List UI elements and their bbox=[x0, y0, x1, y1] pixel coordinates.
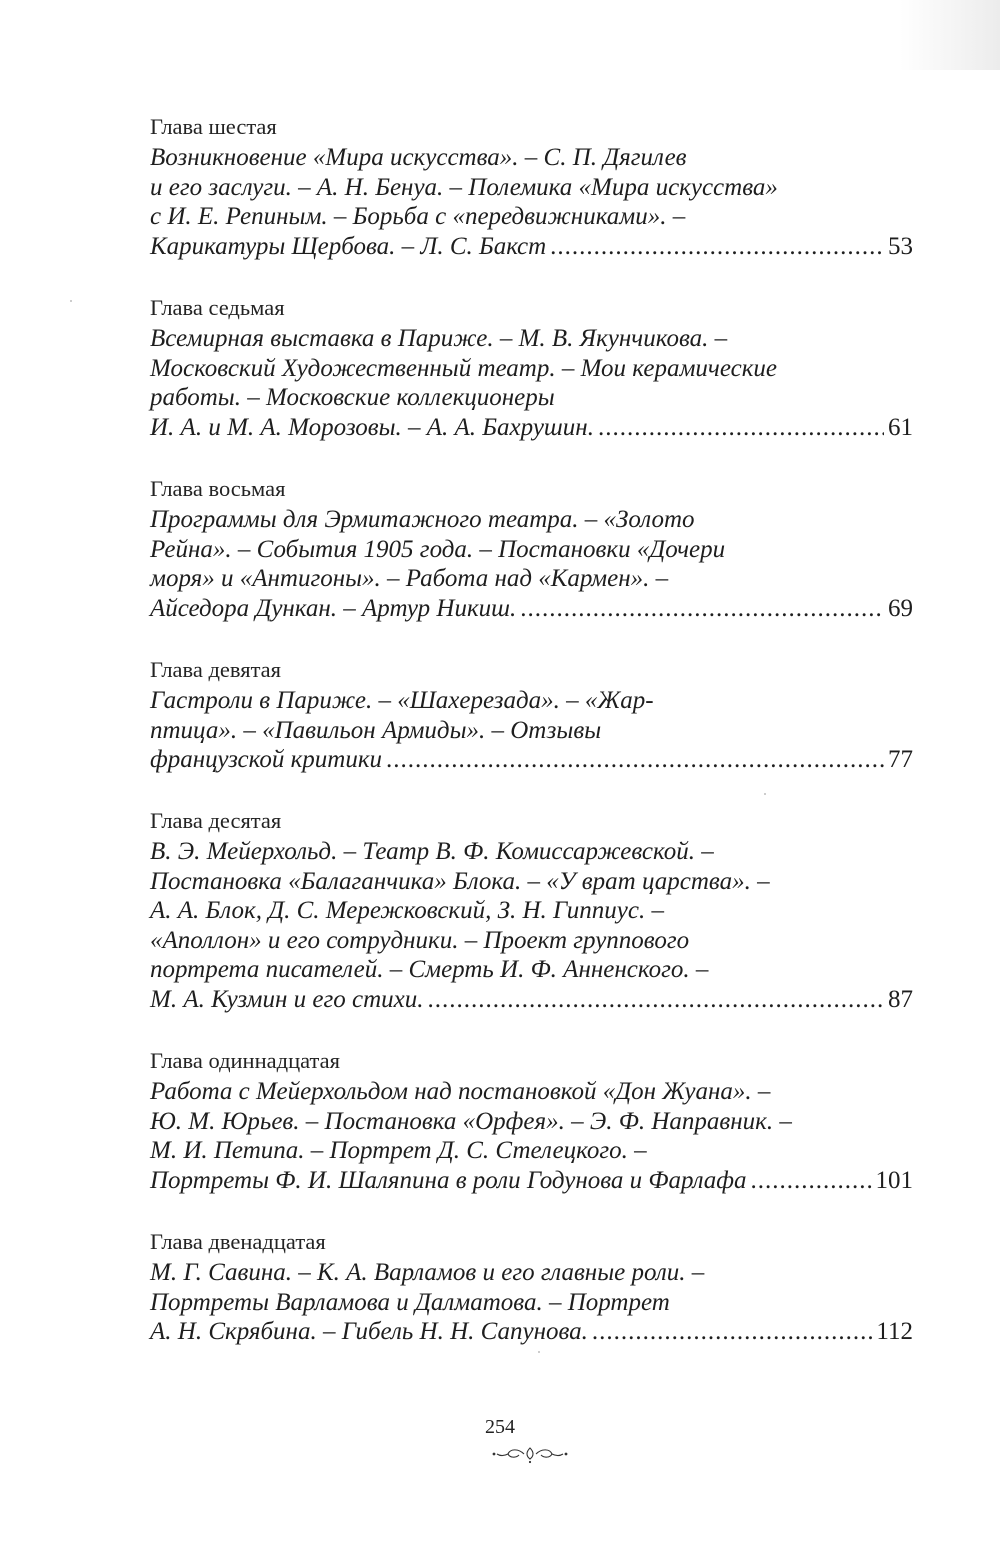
toc-entry-line[interactable] bbox=[150, 232, 913, 262]
chapter-topics-line: Карикатуры Щербова. – Л. С. Бакст bbox=[150, 232, 547, 260]
dot-leader bbox=[751, 1166, 872, 1196]
chapter-topics-line: Ю. М. Юрьев. – Постановка «Орфея». – Э. Ф. Направник. – bbox=[150, 1107, 792, 1135]
toc-chapter bbox=[150, 656, 913, 807]
page-number: 254 bbox=[485, 1416, 515, 1438]
page-reference: 69 bbox=[888, 594, 913, 622]
chapter-topics-line: Работа с Мейерхольдом над постановкой «Дон Жуана». – bbox=[150, 1078, 771, 1105]
page-reference: 112 bbox=[876, 1318, 913, 1345]
chapter-topics-line: Постановка «Балаганчика» Блока. – «У врат царства». – bbox=[150, 867, 770, 895]
toc-chapter bbox=[150, 475, 913, 656]
chapter-topics-line: Программы для Эрмитажного театра. – «Золото bbox=[150, 506, 695, 533]
chapter-topics-line: Айседора Дункан. – Артур Никиш. bbox=[150, 594, 517, 622]
dot-leader bbox=[427, 985, 884, 1015]
chapter-topics-line: М. А. Кузмин и его стихи. bbox=[150, 985, 424, 1013]
dot-leader bbox=[386, 745, 884, 775]
page-reference: 61 bbox=[888, 413, 913, 441]
chapter-topics-line: М. И. Петипа. – Портрет Д. С. Стелецкого. – bbox=[150, 1137, 647, 1164]
chapter-topics-line: и его заслуги. – А. Н. Бенуа. – Полемика «Мира искусства» bbox=[150, 173, 778, 201]
chapter-title: Глава двенадцатая bbox=[150, 1229, 326, 1254]
toc-chapter bbox=[150, 807, 913, 1047]
page-reference: 87 bbox=[888, 985, 913, 1013]
toc-entry-line[interactable] bbox=[150, 1166, 913, 1196]
toc-chapter bbox=[150, 113, 913, 294]
dot-leader bbox=[550, 232, 884, 262]
chapter-topics-line: Портреты Ф. И. Шаляпина в роли Годунова и Фарлафа bbox=[150, 1166, 747, 1194]
toc-entry-line[interactable] bbox=[150, 1317, 913, 1347]
chapter-topics-line: Рейна». – События 1905 года. – Постановки «Дочери bbox=[150, 535, 726, 563]
toc-entry-line[interactable] bbox=[150, 985, 913, 1015]
chapter-topics-line: работы. – Московские коллекционеры bbox=[150, 384, 555, 411]
chapter-topics-line: И. А. и М. А. Морозовы. – А. А. Бахрушин. bbox=[150, 413, 594, 441]
chapter-topics-line: Возникновение «Мира искусства». – С. П. Дягилев bbox=[150, 144, 687, 171]
page-reference: 77 bbox=[888, 746, 913, 773]
chapter-title: Глава одиннадцатая bbox=[150, 1048, 340, 1073]
chapter-topics-line: птица». – «Павильон Армиды». – Отзывы bbox=[150, 716, 602, 744]
dot-leader bbox=[520, 594, 884, 624]
chapter-topics-line: моря» и «Антигоны». – Работа над «Кармен». – bbox=[150, 565, 669, 592]
chapter-topics-line: А. Н. Скрябина. – Гибель Н. Н. Сапунова. bbox=[150, 1318, 588, 1345]
chapter-topics-line: В. Э. Мейерхольд. – Театр В. Ф. Комиссаржевской. – bbox=[150, 838, 714, 865]
chapter-topics-line: Всемирная выставка в Париже. – М. В. Якунчикова. – bbox=[150, 325, 728, 352]
chapter-topics-line: «Аполлон» и его сотрудники. – Проект группового bbox=[150, 926, 690, 954]
chapter-topics-line: М. Г. Савина. – К. А. Варламов и его главные роли. – bbox=[150, 1259, 705, 1286]
toc-chapter bbox=[150, 294, 913, 475]
page-edge-shadow bbox=[900, 0, 1000, 70]
chapter-title: Глава десятая bbox=[150, 808, 282, 833]
page-reference: 53 bbox=[888, 232, 913, 260]
page-reference: 101 bbox=[875, 1166, 913, 1194]
chapter-topics-line: Московский Художественный театр. – Мои керамические bbox=[150, 354, 778, 382]
toc-chapter bbox=[150, 1228, 913, 1379]
chapter-topics-line: портрета писателей. – Смерть И. Ф. Анненского. – bbox=[150, 956, 709, 983]
toc-entry-line[interactable] bbox=[150, 745, 913, 775]
table-of-contents bbox=[150, 113, 913, 1379]
chapter-topics-line: Портреты Варламова и Далматова. – Портрет bbox=[150, 1288, 670, 1316]
toc-entry-line[interactable] bbox=[150, 594, 913, 624]
chapter-topics-line: с И. Е. Репиным. – Борьба с «передвижниками». – bbox=[150, 203, 686, 230]
chapter-title: Глава восьмая bbox=[150, 476, 286, 501]
toc-chapter bbox=[150, 1047, 913, 1228]
chapter-topics-line: французской критики bbox=[150, 746, 383, 773]
dot-leader bbox=[592, 1317, 873, 1347]
chapter-title: Глава шестая bbox=[150, 114, 277, 139]
toc-entry-line[interactable] bbox=[150, 413, 913, 443]
dot-leader bbox=[598, 413, 884, 443]
chapter-topics-line: Гастроли в Париже. – «Шахерезада». – «Жар- bbox=[150, 687, 654, 714]
chapter-topics-line: А. А. Блок, Д. С. Мережковский, З. Н. Гиппиус. – bbox=[150, 897, 664, 924]
chapter-title: Глава седьмая bbox=[150, 295, 285, 320]
chapter-title: Глава девятая bbox=[150, 657, 282, 682]
paper-speck bbox=[70, 300, 72, 302]
ornament-flourish-icon bbox=[490, 1444, 570, 1464]
